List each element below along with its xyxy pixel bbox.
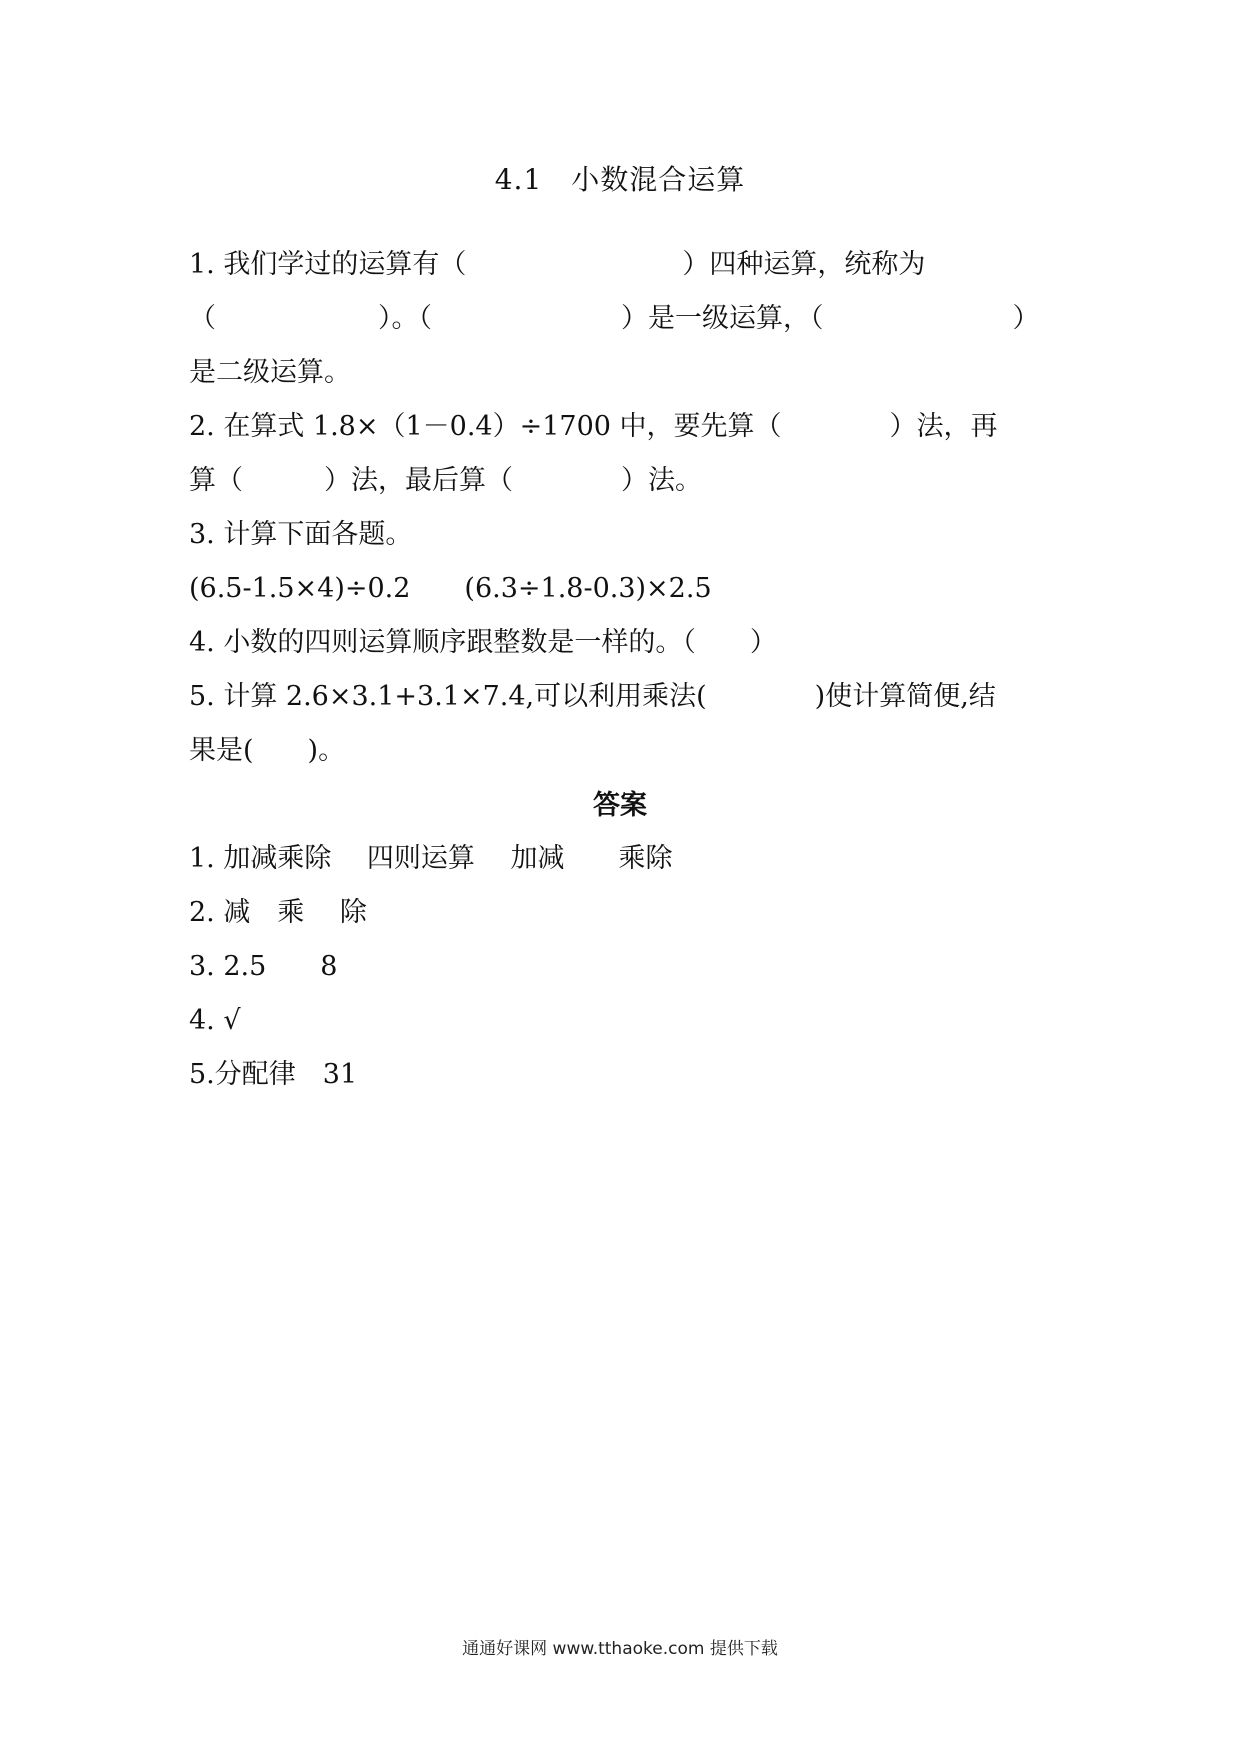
answer-2: 2. 减 乘 除 [189, 897, 367, 928]
answer-1: 1. 加减乘除 四则运算 加减 乘除 [189, 843, 673, 874]
answers-heading: 答案 [593, 790, 647, 821]
question-5-line-1: 5. 计算 2.6×3.1+3.1×7.4,可以利用乘法( )使计算简便,结 [189, 681, 996, 712]
answer-3: 3. 2.5 8 [189, 951, 338, 982]
question-3-line-2: (6.5-1.5×4)÷0.2 (6.3÷1.8-0.3)×2.5 [189, 573, 712, 604]
question-3-line-1: 3. 计算下面各题。 [189, 519, 413, 550]
page-title: 4.1 小数混合运算 [494, 163, 746, 196]
worksheet-content [189, 238, 1051, 1102]
answer-4: 4. √ [189, 1005, 241, 1036]
question-5-line-2: 果是( )。 [189, 735, 346, 766]
question-1-line-3: 是二级运算。 [189, 357, 351, 388]
footer-source-text: 通通好课网 www.tthaoke.com 提供下载 [462, 1639, 778, 1659]
question-1-line-2: （ ）。（ ）是一级运算，（ ） [189, 303, 1040, 334]
question-2-line-1: 2. 在算式 1.8×（1－0.4）÷1700 中，要先算（ ）法，再 [189, 411, 998, 442]
question-1-line-1: 1. 我们学过的运算有（ ）四种运算，统称为 [189, 249, 926, 280]
question-2-line-2: 算（ ）法，最后算（ ）法。 [189, 465, 702, 496]
question-4-line-1: 4. 小数的四则运算顺序跟整数是一样的。（ ） [189, 627, 777, 658]
answer-5: 5.分配律 31 [189, 1059, 358, 1090]
